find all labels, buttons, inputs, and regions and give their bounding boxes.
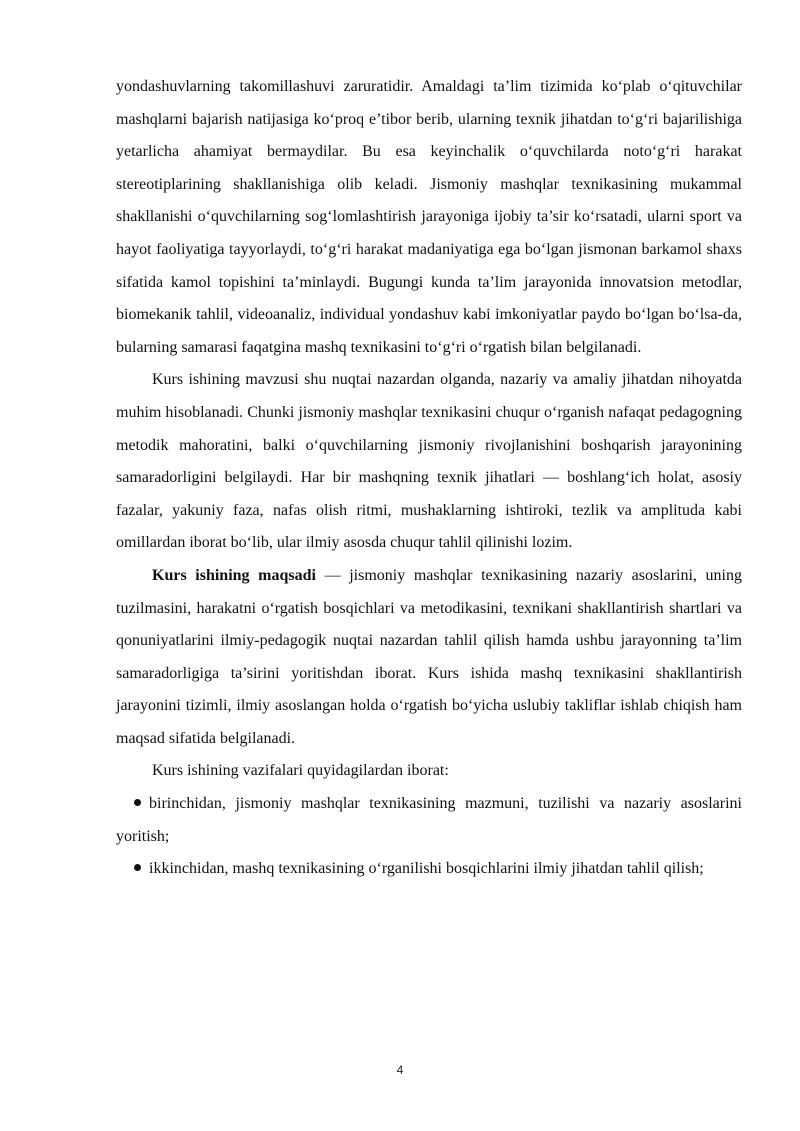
paragraph-course-goal (116, 560, 742, 756)
paragraph-topic-relevance: Kurs ishining mavzusi shu nuqtai nazardan olganda, nazariy va amaliy jihatdan nihoyatda muhim hisoblanadi. Chunki jismoniy mashqlar texnikasini chuqur o‘rganish nafaqat pedagogning metodik mahoratini, balki o‘quvchilarning jismoniy rivojlanishini boshqarish jarayonining samaradorligini belgilaydi. Har bir mashqning texnik jihatlari — boshlang‘ich holat, asosiy fazalar, yakuniy faza, nafas olish ritmi, mushaklarning ishtiroki, tezlik va amplituda kabi omillardan iborat bo‘lib, ular ilmiy asosda chuqur tahlil qilinishi lozim. (116, 371, 742, 552)
task-text: ikkinchidan, mashq texnikasining o‘rganilishi bosqichlarini ilmiy jihatdan tahlil qilish; (149, 860, 704, 878)
bullet-icon (134, 799, 141, 806)
course-goal-heading: Kurs ishining maqsadi (152, 566, 316, 584)
bullet-icon (134, 864, 141, 871)
page-number: 4 (396, 1063, 404, 1077)
task-list-item (116, 853, 742, 886)
task-list-item (116, 788, 742, 853)
page-body (116, 71, 742, 886)
paragraph-tasks-intro: Kurs ishining vazifalari quyidagilardan iborat: (152, 762, 449, 780)
course-goal-text: — jismoniy mashqlar texnikasining nazariy asoslarini, uning tuzilmasini, harakatni o‘rgatish bosqichlari va metodikasini, texnikani shakllantirish shartlari va qonuniyatlarini ilmiy-pedagogik nuqtai nazardan tahlil qilish hamda ushbu jarayonning ta’lim samaradorligiga ta’sirini yoritishdan iborat. Kurs ishida mashq texnikasini shakllantirish jarayonini tizimli, ilmiy asoslangan holda o‘rgatish bo‘yicha uslubiy takliflar ishlab chiqish ham maqsad sifatida belgilanadi. (116, 566, 742, 747)
paragraph-intro-continuation: yondashuvlarning takomillashuvi zaruratidir. Amaldagi ta’lim tizimida ko‘plab o‘qituvchilar mashqlarni bajarish natijasiga ko‘proq e’tibor berib, ularning texnik jihatdan to‘g‘ri bajarilishiga yetarlicha ahamiyat bermaydilar. Bu esa keyinchalik o‘quvchilarda noto‘g‘ri harakat stereotiplarining shakllanishiga olib keladi. Jismoniy mashqlar texnikasining mukammal shakllanishi o‘quvchilarning sog‘lomlashtirish jarayoniga ijobiy ta’sir ko‘rsatadi, ularni sport va hayot faoliyatiga tayyorlaydi, to‘g‘ri harakat madaniyatiga ega bo‘lgan jismonan barkamol shaxs sifatida kamol topishini ta’minlaydi. Bugungi kunda ta’lim jarayonida innovatsion metodlar, biomekanik tahlil, videoanaliz, individual yondashuv kabi imkoniyatlar paydo bo‘lgan bo‘lsa-da, bularning samarasi faqatgina mashq texnikasini to‘g‘ri o‘rgatish bilan belgilanadi. (116, 78, 742, 356)
task-text: birinchidan, jismoniy mashqlar texnikasining mazmuni, tuzilishi va nazariy asoslarini yoritish; (116, 795, 742, 845)
